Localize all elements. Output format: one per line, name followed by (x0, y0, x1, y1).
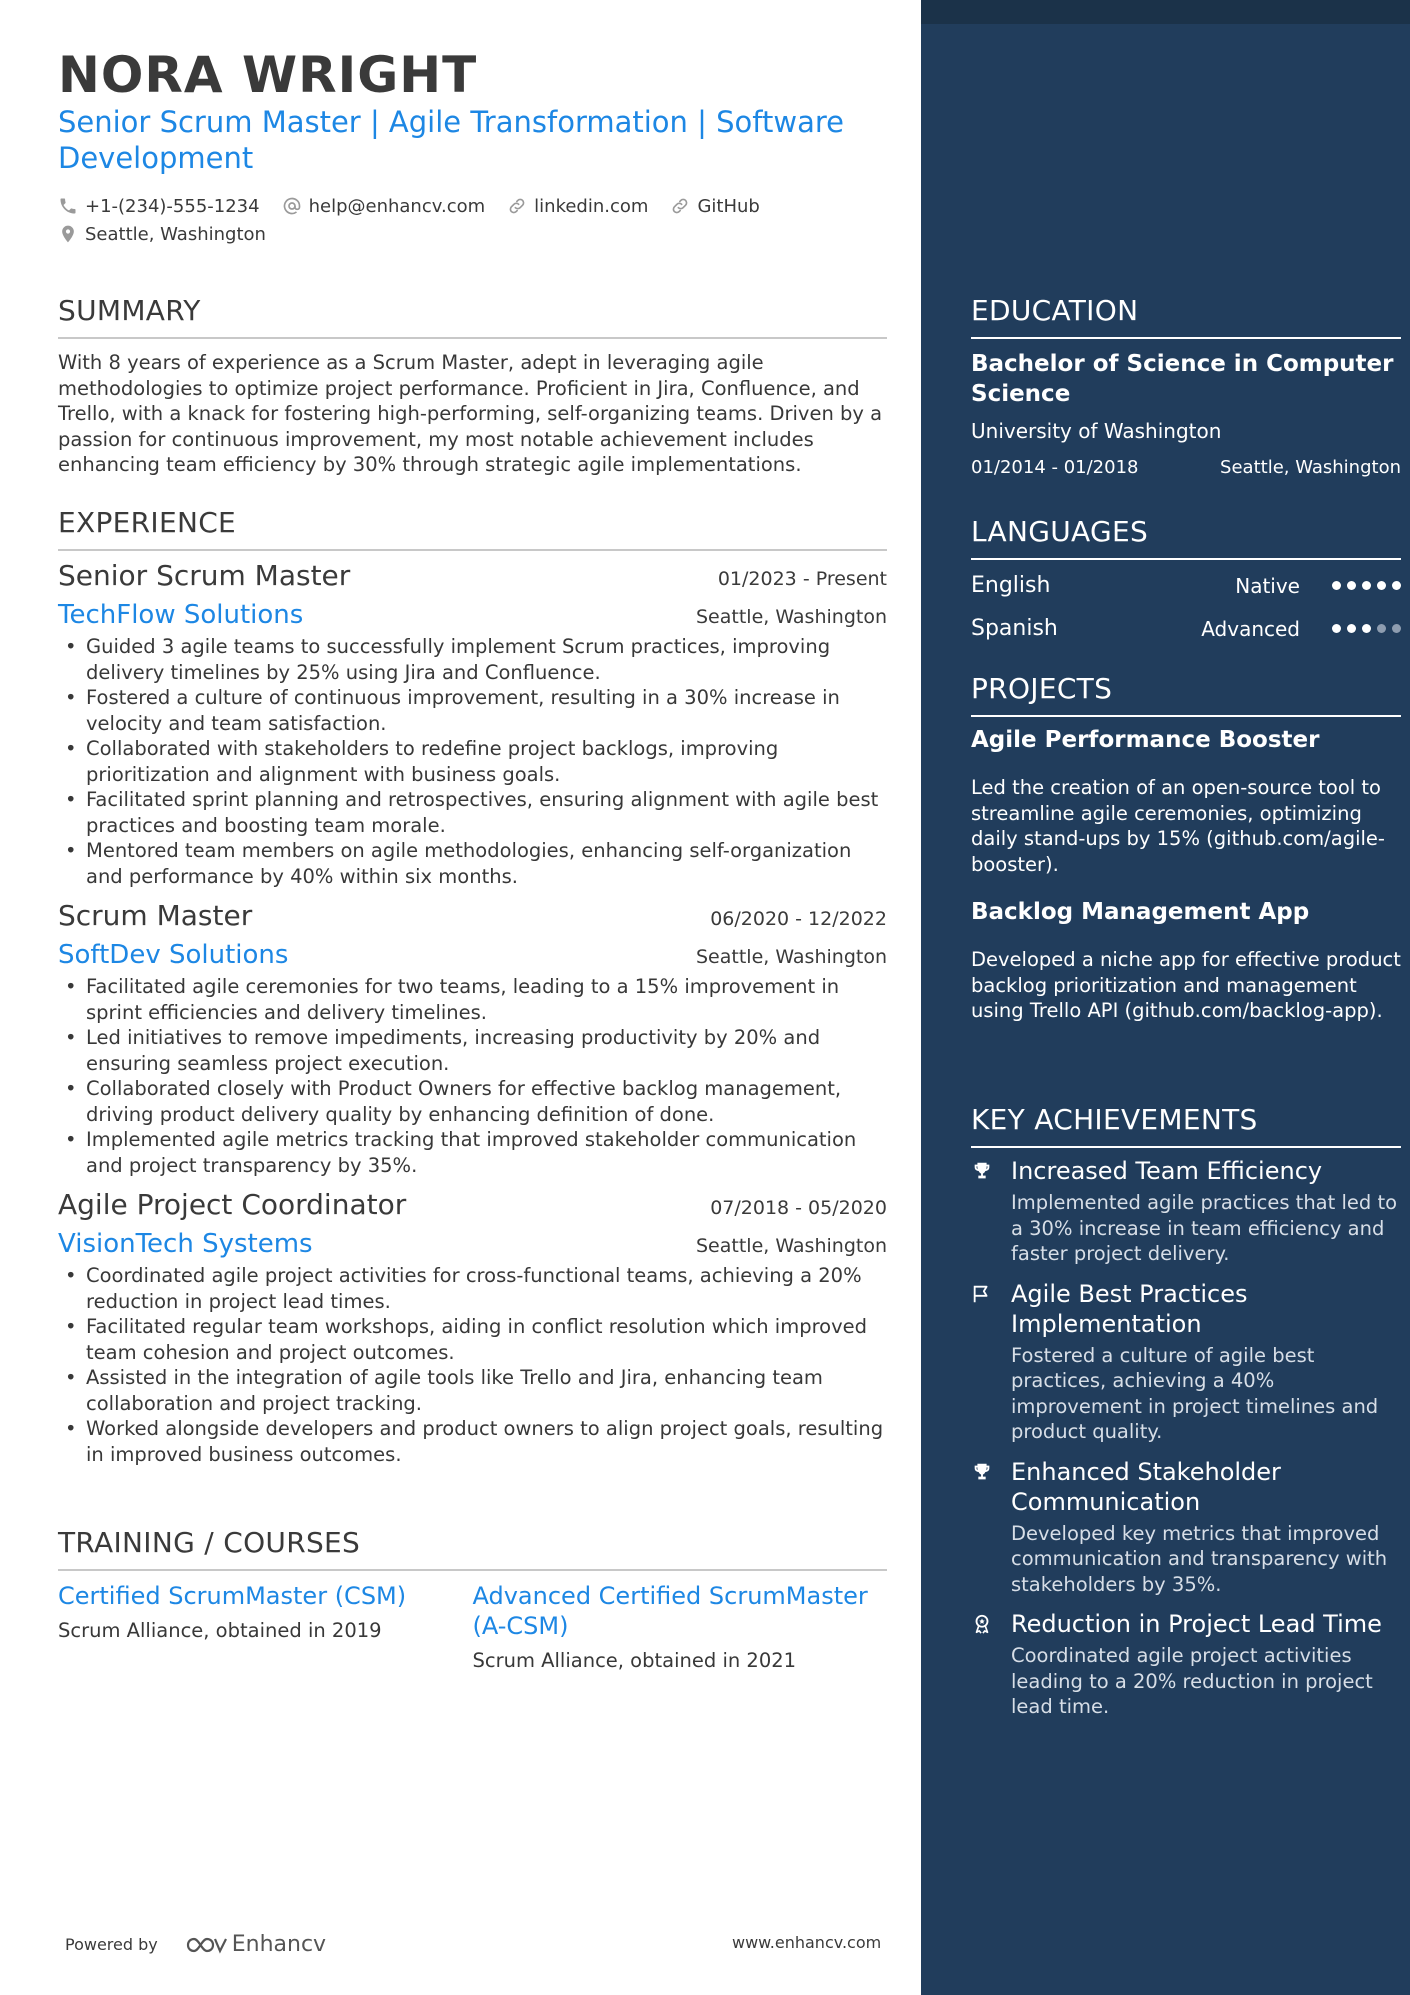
bullet-item: • Fostered a culture of continuous improvement, resulting in a 30% increase in velocity and team satisfaction. (58, 685, 887, 736)
rating-dot (1362, 624, 1371, 633)
experience-section (58, 506, 887, 1467)
linkedin-text: linkedin.com (534, 195, 649, 217)
candidate-name: NORA WRIGHT (58, 46, 478, 104)
rating-dot (1347, 581, 1356, 590)
github-text: GitHub (697, 195, 760, 217)
job-location: Seattle, Washington (696, 946, 887, 968)
at-icon (282, 196, 302, 216)
trophy-icon (971, 1461, 993, 1483)
language-level: Advanced (1201, 616, 1300, 641)
achievement-title: Increased Team Efficiency (1011, 1157, 1323, 1185)
rating-dot (1392, 581, 1401, 590)
achievement-title: Enhanced Stakeholder Communication (1011, 1457, 1281, 1516)
course-title[interactable]: Advanced Certified ScrumMaster (A-CSM) (472, 1582, 868, 1640)
project-title: Agile Performance Booster (971, 727, 1320, 753)
phone-icon (58, 196, 78, 216)
powered-by-label: Powered by (65, 1935, 158, 1954)
rating-dot (1332, 624, 1341, 633)
achievement-title: Reduction in Project Lead Time (1011, 1610, 1382, 1638)
location-contact (58, 224, 266, 245)
languages-section (971, 515, 1401, 650)
education-title: EDUCATION (971, 294, 1401, 339)
candidate-headline: Senior Scrum Master | Agile Transformation | Software Development (58, 105, 844, 175)
enhancv-brand-text: Enhancv (231, 1932, 327, 1957)
education-dates: 01/2014 - 01/2018 (971, 457, 1139, 478)
job-bullets (58, 634, 887, 889)
medal-icon (971, 1613, 993, 1635)
language-level: Native (1235, 573, 1300, 598)
bullet-item: • Implemented agile metrics tracking that improved stakeholder communication and project transparency by 35%. (58, 1127, 887, 1178)
enhancv-logo-icon (184, 1934, 230, 1956)
bullet-item: • Collaborated closely with Product Owners for effective backlog management, driving product delivery quality by enhancing definition of done. (58, 1076, 887, 1127)
achievement-item (971, 1156, 1401, 1267)
achievement-item (971, 1457, 1401, 1598)
job-title: Agile Project Coordinator (58, 1188, 407, 1221)
phone-contact[interactable] (58, 196, 260, 217)
bullet-item: • Led initiatives to remove impediments, increasing productivity by 20% and ensuring seamless project execution. (58, 1025, 887, 1076)
contact-info (58, 192, 888, 248)
language-rating (1326, 581, 1401, 590)
location-pin-icon (58, 224, 78, 244)
job-location: Seattle, Washington (696, 606, 887, 628)
link-icon (507, 196, 527, 216)
achievement-desc: Implemented agile practices that led to a 30% increase in team efficiency and faster project delivery. (1011, 1191, 1398, 1265)
sidebar-column (921, 0, 1410, 1995)
course-title[interactable]: Certified ScrumMaster (CSM) (58, 1582, 407, 1610)
education-school: University of Washington (971, 419, 1222, 443)
course-desc: Scrum Alliance, obtained in 2019 (58, 1619, 382, 1642)
job-company[interactable]: VisionTech Systems (58, 1229, 313, 1259)
project-desc: Led the creation of an open-source tool to streamline agile ceremonies, optimizing daily stand-ups by 15% (github.com/agile-booster). (971, 776, 1385, 876)
achievements-title: KEY ACHIEVEMENTS (971, 1103, 1401, 1148)
bullet-item: • Facilitated agile ceremonies for two teams, leading to a 15% improvement in sprint efficiencies and delivery timelines. (58, 974, 887, 1025)
experience-entry (58, 899, 887, 1178)
sidebar-top-band (921, 0, 1410, 24)
job-bullets (58, 974, 887, 1178)
training-title: TRAINING / COURSES (58, 1526, 887, 1571)
job-dates: 01/2023 - Present (717, 568, 887, 590)
link-icon (670, 196, 690, 216)
email-text: help@enhancv.com (308, 195, 486, 217)
experience-title: EXPERIENCE (58, 506, 887, 551)
language-name: English (971, 573, 1051, 598)
rating-dot (1362, 581, 1371, 590)
projects-title: PROJECTS (971, 672, 1401, 717)
experience-entry (58, 1188, 887, 1467)
location-text: Seattle, Washington (85, 223, 266, 245)
footer-powered-by (65, 1932, 326, 1957)
summary-text: With 8 years of experience as a Scrum Master, adept in leveraging agile methodologies to optimize project performance. Proficient in Jira, Confluence, and Trello, with a knack for fostering high-performing, self-organizing teams. Driven by a passion for continuous improvement, my most notable achievement includes enhancing team efficiency by 30% through strategic agile implementations. (58, 351, 883, 476)
achievement-item (971, 1609, 1401, 1720)
github-contact[interactable] (670, 196, 759, 217)
achievements-section (971, 1103, 1401, 1720)
rating-dot (1392, 624, 1401, 633)
job-bullets (58, 1263, 887, 1467)
rating-dot (1377, 624, 1386, 633)
footer-url[interactable]: www.enhancv.com (732, 1933, 882, 1952)
experience-entry (58, 559, 887, 889)
project-item (971, 727, 1401, 877)
education-section (971, 294, 1401, 478)
rating-dot (1377, 581, 1386, 590)
project-title: Backlog Management App (971, 899, 1310, 925)
language-rating (1326, 624, 1401, 633)
project-item (971, 899, 1401, 1024)
projects-section (971, 672, 1401, 1024)
course-item (58, 1581, 473, 1672)
language-item (971, 607, 1401, 650)
rating-dot (1347, 624, 1356, 633)
languages-title: LANGUAGES (971, 515, 1401, 560)
bullet-item: • Assisted in the integration of agile tools like Trello and Jira, enhancing team collaboration and project tracking. (58, 1365, 887, 1416)
summary-title: SUMMARY (58, 294, 887, 339)
job-dates: 07/2018 - 05/2020 (710, 1197, 887, 1219)
phone-text: +1-(234)-555-1234 (85, 195, 260, 217)
language-name: Spanish (971, 616, 1058, 641)
language-item (971, 564, 1401, 607)
bullet-item: • Coordinated agile project activities for cross-functional teams, achieving a 20% reduction in project lead times. (58, 1263, 887, 1314)
email-contact[interactable] (282, 196, 486, 217)
project-desc: Developed a niche app for effective product backlog prioritization and management using Trello API (github.com/backlog-app). (971, 948, 1401, 1022)
achievement-desc: Fostered a culture of agile best practices, achieving a 40% improvement in project timelines and product quality. (1011, 1343, 1379, 1443)
job-title: Scrum Master (58, 899, 253, 932)
trophy-icon (971, 1160, 993, 1182)
job-title: Senior Scrum Master (58, 559, 351, 592)
education-degree: Bachelor of Science in Computer Science (971, 351, 1394, 407)
achievement-item (971, 1279, 1401, 1445)
job-location: Seattle, Washington (696, 1235, 887, 1257)
linkedin-contact[interactable] (507, 196, 648, 217)
bullet-item: • Worked alongside developers and product owners to align project goals, resulting in improved business outcomes. (58, 1416, 887, 1467)
course-item (473, 1581, 888, 1672)
flag-icon (971, 1283, 993, 1305)
achievement-desc: Coordinated agile project activities leading to a 20% reduction in project lead time. (1011, 1644, 1373, 1718)
job-dates: 06/2020 - 12/2022 (710, 908, 887, 930)
bullet-item: • Facilitated sprint planning and retrospectives, ensuring alignment with agile best practices and boosting team morale. (58, 787, 887, 838)
enhancv-logo[interactable] (184, 1932, 326, 1957)
course-desc: Scrum Alliance, obtained in 2021 (472, 1649, 797, 1672)
education-location: Seattle, Washington (1220, 457, 1401, 478)
training-section (58, 1526, 887, 1672)
achievement-desc: Developed key metrics that improved communication and transparency with stakeholders by 35%. (1011, 1521, 1388, 1596)
summary-section (58, 294, 887, 478)
bullet-item: • Mentored team members on agile methodologies, enhancing self-organization and performance by 40% within six months. (58, 838, 887, 889)
bullet-item: • Facilitated regular team workshops, aiding in conflict resolution which improved team cohesion and project outcomes. (58, 1314, 887, 1365)
job-company[interactable]: SoftDev Solutions (58, 940, 289, 970)
bullet-item: • Guided 3 agile teams to successfully implement Scrum practices, improving delivery timelines by 25% using Jira and Confluence. (58, 634, 887, 685)
bullet-item: • Collaborated with stakeholders to redefine project backlogs, improving prioritization and alignment with business goals. (58, 736, 887, 787)
achievement-title: Agile Best Practices Implementation (1011, 1279, 1248, 1338)
rating-dot (1332, 581, 1341, 590)
job-company[interactable]: TechFlow Solutions (58, 600, 304, 630)
